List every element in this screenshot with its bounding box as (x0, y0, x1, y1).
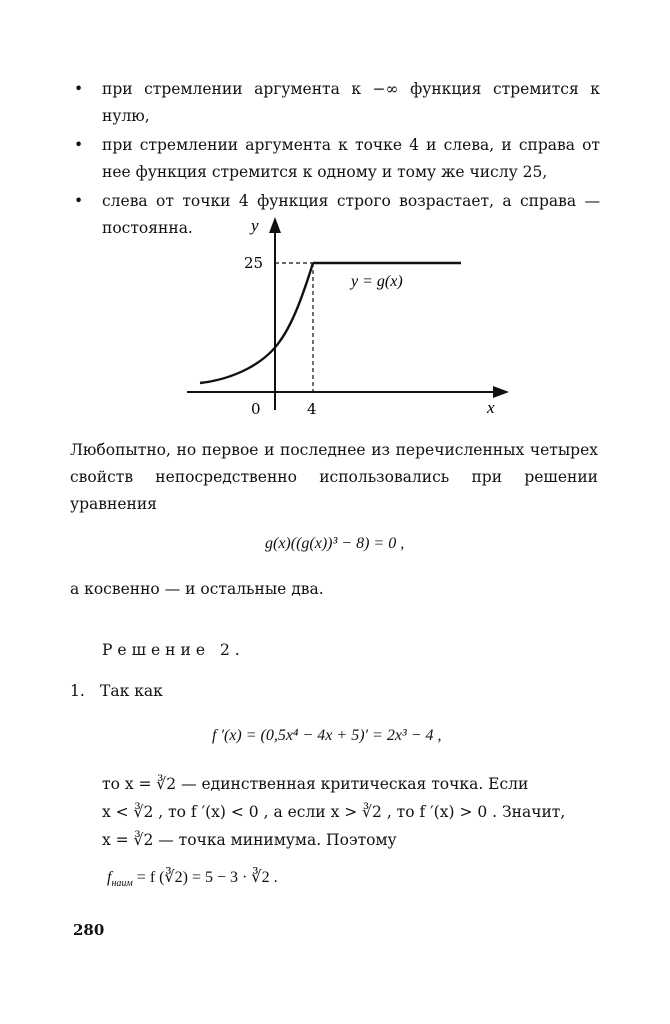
item-number: 1. (70, 682, 85, 700)
list-item-text: при стремлении аргумента к точке 4 и слева, и справа от нее функция стремится к одному и тому же числу 25, (102, 136, 600, 181)
x-axis-arrow-icon (493, 386, 509, 398)
equation-minimum-subscript: наим (111, 878, 133, 890)
list-item-text: при стремлении аргумента к −∞ функция стремится к нулю, (102, 80, 600, 125)
bullet-icon: • (74, 80, 84, 98)
y-axis-arrow-icon (269, 217, 281, 233)
equation-minimum (107, 864, 278, 891)
y-axis-label: y (251, 216, 259, 235)
equation-derivative: f ′(x) = (0,5x⁴ − 4x + 5)′ = 2x³ − 4 , (212, 727, 442, 744)
equation-minimum-lhs: f (107, 869, 112, 886)
equation-minimum-rhs: = f (∛2) = 5 − 3 · ∛2 . (132, 869, 278, 886)
x-axis-label: x (487, 398, 495, 417)
list-item (72, 132, 600, 186)
curve-label: y = g(x) (351, 273, 403, 290)
solution-heading: Решение 2. (102, 641, 245, 659)
function-graph (175, 205, 515, 425)
paragraph-text: то x = ∛2 — единственная критическая точка. Если (102, 775, 529, 793)
paragraph-text: x < ∛2 , то f ′(x) < 0 , а если x > ∛2 , то f ′(x) > 0 . Значит, (102, 803, 566, 821)
y-tick-label: 25 (244, 254, 264, 272)
paragraph-text: x = ∛2 — точка минимума. Поэтому (102, 831, 397, 849)
list-item-text: слева от точки 4 функция строго возрастает, а справа — постоянна. (102, 192, 600, 237)
paragraph-text: Любопытно, но первое и последнее из перечисленных четырех свойств непосредственно использовались при решении уравнения (70, 441, 598, 513)
list-item (72, 76, 600, 130)
item-intro: Так как (100, 682, 163, 700)
x-tick-zero: 0 (251, 400, 261, 418)
x-tick-four: 4 (307, 400, 317, 418)
page-number: 280 (73, 921, 105, 939)
bullet-icon: • (74, 192, 84, 210)
equation-main: g(x)((g(x))³ − 8) = 0 , (265, 535, 405, 552)
exponential-curve (200, 263, 313, 383)
bullet-icon: • (74, 136, 84, 154)
paragraph-text: а косвенно — и остальные два. (70, 580, 324, 598)
